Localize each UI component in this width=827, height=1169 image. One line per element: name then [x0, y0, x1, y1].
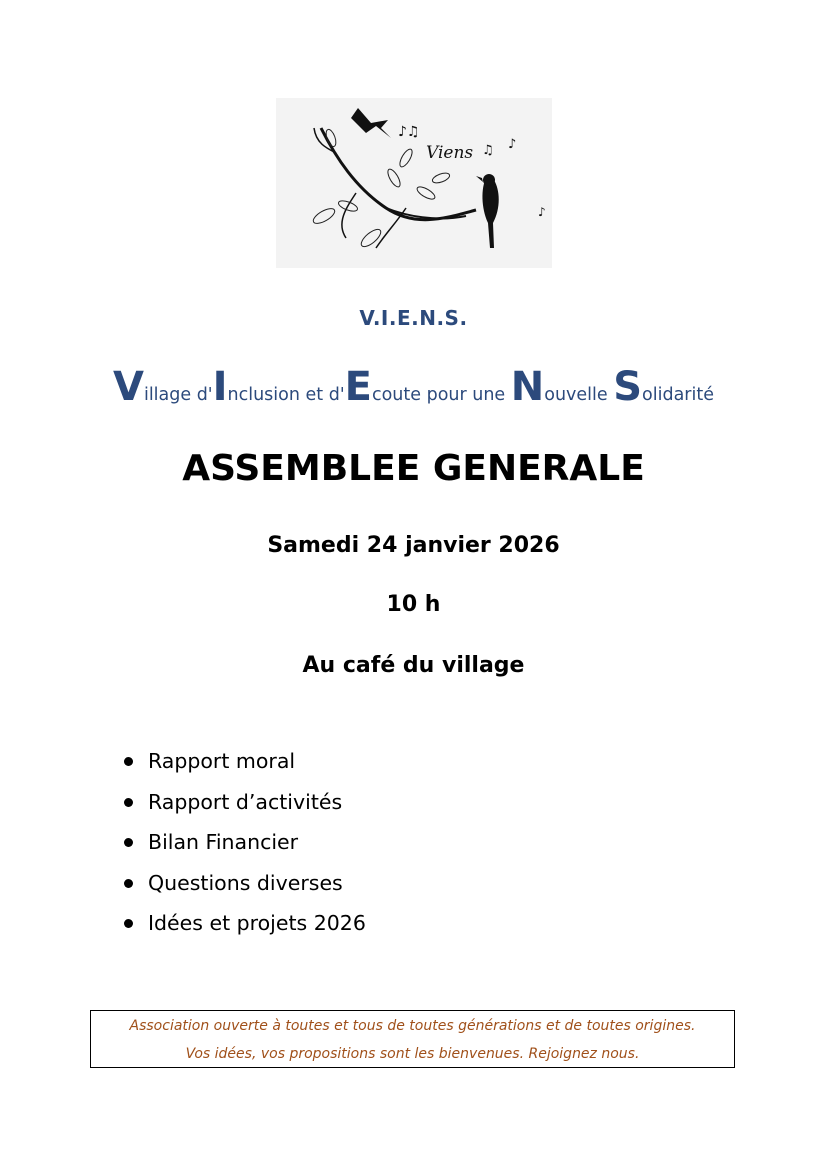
agenda-item: Rapport d’activités [120, 786, 366, 827]
logo-text: Viens [426, 143, 474, 163]
name-segment: olidarité [642, 385, 714, 405]
initial-letter: V [112, 364, 144, 410]
initial-letter: S [613, 364, 643, 410]
initial-letter: I [212, 364, 228, 410]
svg-text:♪♫: ♪♫ [398, 124, 420, 140]
event-date: Samedi 24 janvier 2026 [267, 533, 560, 558]
svg-text:♪: ♪ [538, 205, 546, 219]
initial-letter: E [344, 364, 372, 410]
notice-box [90, 1010, 735, 1068]
notice-line: Vos idées, vos propositions sont les bienvenues. Rejoignez nous. [185, 1046, 640, 1062]
birds-on-branch-icon [276, 98, 552, 268]
agenda-list [120, 745, 366, 948]
agenda-item: Rapport moral [120, 745, 366, 786]
svg-text:♪: ♪ [508, 137, 517, 152]
event-place: Au café du village [302, 653, 525, 678]
name-segment: ouvelle [544, 385, 614, 405]
logo-illustration [276, 98, 552, 268]
name-segment: nclusion et d' [227, 385, 345, 405]
initial-letter: N [510, 364, 545, 410]
event-title: ASSEMBLEE GENERALE [182, 448, 645, 489]
agenda-item: Idées et projets 2026 [120, 907, 366, 948]
name-segment: coute pour une [371, 385, 511, 405]
agenda-item: Bilan Financier [120, 826, 366, 867]
svg-text:♫: ♫ [482, 143, 494, 158]
association-full-name [0, 364, 827, 410]
notice-line: Association ouverte à toutes et tous de toutes générations et de toutes origines. [129, 1018, 696, 1034]
name-segment: illage d' [143, 385, 213, 405]
acronym-heading: V.I.E.N.S. [359, 306, 468, 330]
agenda-item: Questions diverses [120, 867, 366, 908]
event-time: 10 h [386, 592, 441, 617]
